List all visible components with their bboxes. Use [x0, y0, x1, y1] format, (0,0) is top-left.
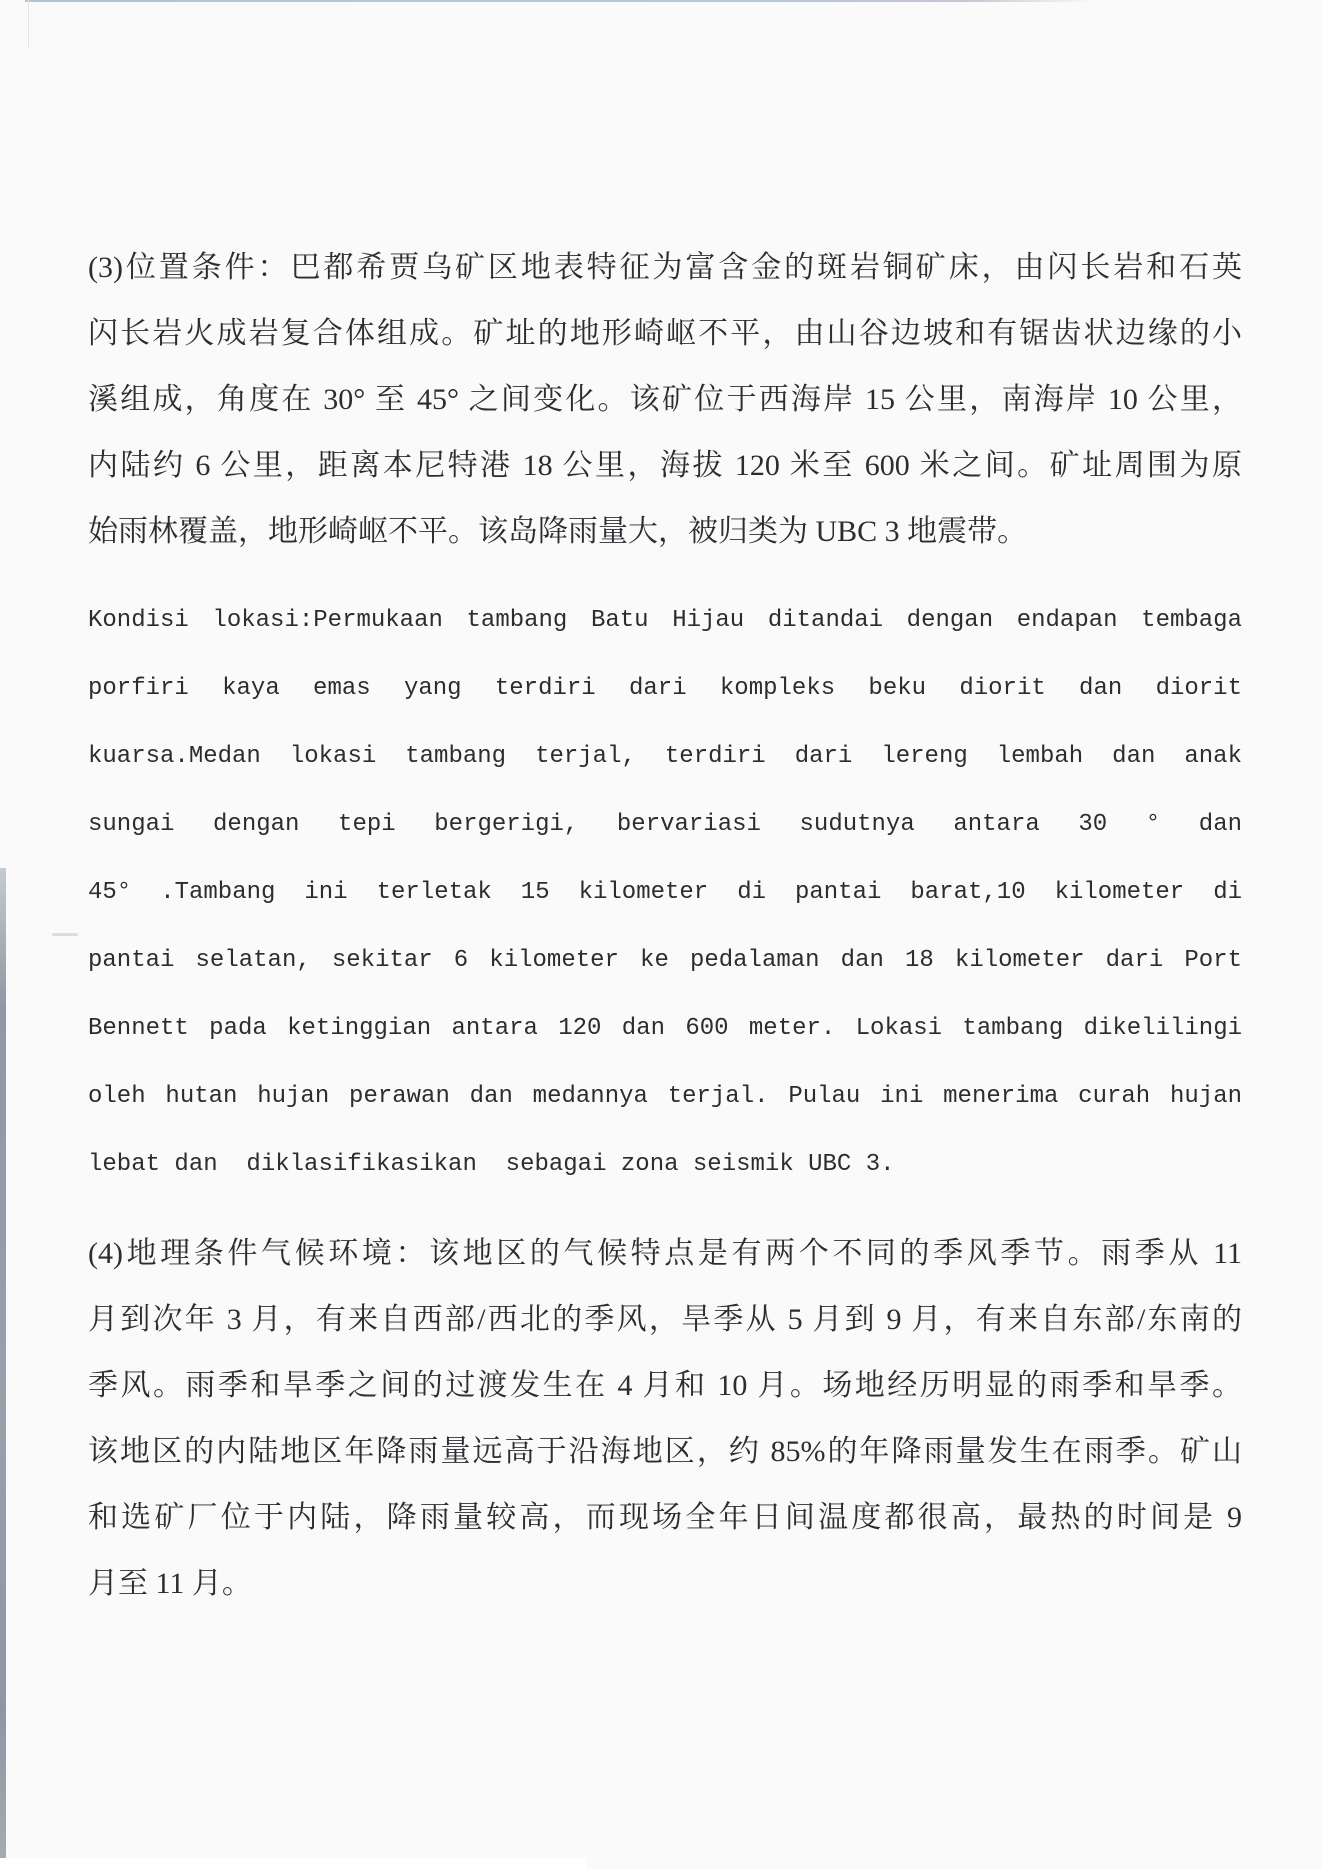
paragraph-location-conditions-id-line-2: porfiri kaya emas yang terdiri dari kompleks beku diorit dan diorit [88, 675, 1242, 702]
paragraph-location-conditions-zh-line-4: 内陆约 6 公里，距离本尼特港 18 公里，海拔 120 米至 600 米之间。矿址周围为原 [88, 449, 1242, 482]
paragraph-location-conditions-id-line-5: 45° .Tambang ini terletak 15 kilometer di pantai barat,10 kilometer di [88, 879, 1242, 906]
document-text-block [88, 235, 1242, 1639]
paragraph-location-conditions-id-line-4: sungai dengan tepi bergerigi, bervariasi sudutnya antara 30 ° dan [88, 811, 1242, 838]
scan-artifact-bottom-strip [0, 1858, 586, 1869]
paragraph-location-conditions-id-line-6: pantai selatan, sekitar 6 kilometer ke pedalaman dan 18 kilometer dari Port [88, 947, 1242, 974]
paragraph-location-conditions-id-line-9: lebat dan diklasifikasikan sebagai zona seismik UBC 3. [88, 1151, 895, 1178]
paragraph-climate-conditions-zh-line-6: 月至 11 月。 [88, 1567, 252, 1600]
paragraph-climate-conditions-zh-line-1: (4)地理条件气候环境：该地区的气候特点是有两个不同的季风季节。雨季从 11 [88, 1237, 1242, 1270]
paragraph-location-conditions-id-line-3: kuarsa.Medan lokasi tambang terjal, terdiri dari lereng lembah dan anak [88, 743, 1242, 770]
paragraph-location-conditions-zh-line-3: 溪组成，角度在 30° 至 45° 之间变化。该矿位于西海岸 15 公里，南海岸 10 公里， [88, 383, 1242, 416]
paragraph-location-conditions-zh-line-2: 闪长岩火成岩复合体组成。矿址的地形崎岖不平，由山谷边坡和有锯齿状边缘的小 [88, 317, 1242, 350]
scan-artifact-left-strip [0, 868, 6, 1860]
paragraph-climate-conditions-zh-line-2: 月到次年 3 月，有来自西部/西北的季风，旱季从 5 月到 9 月，有来自东部/东南的 [88, 1303, 1242, 1336]
scan-artifact-top-edge-line [25, 0, 1097, 2]
paragraph-location-conditions-id-line-7: Bennett pada ketinggian antara 120 dan 600 meter. Lokasi tambang dikelilingi [88, 1015, 1242, 1042]
paragraph-climate-conditions-zh-line-4: 该地区的内陆地区年降雨量远高于沿海地区，约 85%的年降雨量发生在雨季。矿山 [88, 1435, 1242, 1468]
paragraph-location-conditions-zh-line-5: 始雨林覆盖，地形崎岖不平。该岛降雨量大，被归类为 UBC 3 地震带。 [88, 515, 1028, 548]
paragraph-location-conditions-id [88, 587, 1242, 1199]
paragraph-climate-conditions-zh-line-3: 季风。雨季和旱季之间的过渡发生在 4 月和 10 月。场地经历明显的雨季和旱季。 [88, 1369, 1242, 1402]
scan-artifact-page-edge [28, 0, 29, 48]
paragraph-climate-conditions-zh [88, 1221, 1242, 1617]
paragraph-climate-conditions-zh-line-5: 和选矿厂位于内陆，降雨量较高，而现场全年日间温度都很高，最热的时间是 9 [88, 1501, 1242, 1534]
paragraph-location-conditions-zh [88, 235, 1242, 565]
paragraph-location-conditions-id-line-1: Kondisi lokasi:Permukaan tambang Batu Hijau ditandai dengan endapan tembaga [88, 607, 1242, 634]
paragraph-location-conditions-id-line-8: oleh hutan hujan perawan dan medannya terjal. Pulau ini menerima curah hujan [88, 1083, 1242, 1110]
paragraph-location-conditions-zh-line-1: (3)位置条件：巴都希贾乌矿区地表特征为富含金的斑岩铜矿床，由闪长岩和石英 [88, 251, 1242, 284]
scan-artifact-smudge [52, 933, 78, 936]
